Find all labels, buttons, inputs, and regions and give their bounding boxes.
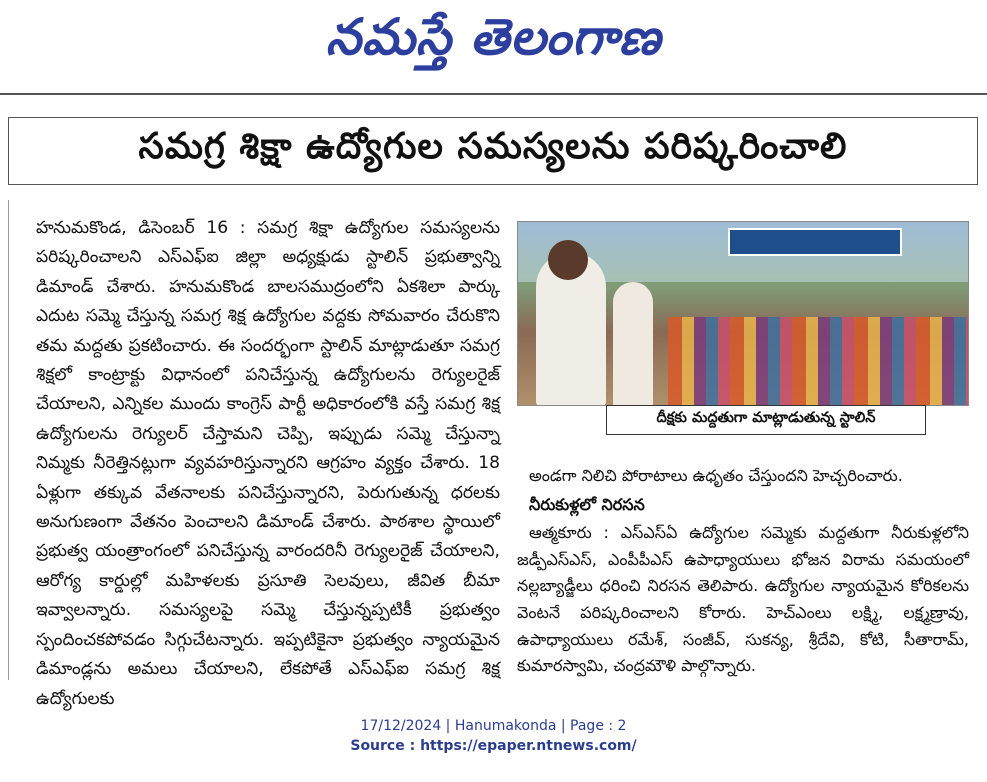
article-continuation: అండగా నిలిచి పోరాటాలు ఉధృతం చేస్తుందని హెచ్చరించారు. <box>529 466 903 485</box>
article-body-left <box>36 214 500 714</box>
photo-banner <box>728 228 902 256</box>
article-subheading: నీరుకుళ్లలో నిరసన <box>529 494 645 514</box>
article-paragraph: ఆత్మకూరు : ఎస్ఎస్ఏ ఉద్యోగుల సమ్మెకు మద్దతుగా నీరుకుళ్లలోని జడ్పీఎస్ఎస్, ఎంపీపీఎస్ ఉపాధ్యాయులు భోజన విరామ సమయంలో నల్లబ్యాడ్జీలు ధరించి నిరసన తెలిపారు. ఉద్యోగుల న్యాయమైన కోరికలను వెంటనే పరిష్కరించాలని కోరారు. హెచ్ఎంలు లక్ష్మి, లక్ష్మణ్రావు, ఉపాధ్యాయులు రమేశ్, సంజీవ్, సుకన్య, శ్రీదేవి, కోటి, సీతారామ్, కుమారస్వామి, చంద్రమౌళి పాల్గొన్నారు. <box>517 523 969 676</box>
photo-person <box>548 240 588 280</box>
photo-caption: దీక్షకు మద్దతుగా మాట్లాడుతున్న స్టాలిన్ <box>606 405 926 435</box>
footer-source-line: Source : https://epaper.ntnews.com/ <box>350 738 637 754</box>
masthead <box>0 0 987 82</box>
column-border <box>8 200 9 680</box>
newspaper-logo: నమస్తే తెలంగాణ <box>325 8 662 66</box>
article-body-right <box>517 463 969 680</box>
masthead-divider <box>0 93 987 95</box>
page-footer <box>0 716 987 756</box>
footer-date-line: 17/12/2024 | Hanumakonda | Page : 2 <box>360 718 627 734</box>
article-headline: సమగ్ర శిక్షా ఉద్యోగుల సమస్యలను పరిష్కరించాలి <box>8 117 978 185</box>
article-paragraph: హనుమకొండ, డిసెంబర్ 16 : సమగ్ర శిక్షా ఉద్యోగుల సమస్యలను పరిష్కరించాలని ఎస్ఎఫ్ఐ జిల్లా అధ్యక్షుడు స్టాలిన్ ప్రభుత్వాన్ని డిమాండ్ చేశారు. హనుమకొండ బాలసముద్రంలోని ఏకశిలా పార్కు ఎదుట సమ్మె చేస్తున్న సమగ్ర శిక్ష ఉద్యోగుల వద్దకు సోమవారం చేరుకొని తమ మద్దతు ప్రకటించారు. ఈ సందర్భంగా స్టాలిన్ మాట్లాడుతూ సమగ్ర శిక్షలో కాంట్రాక్టు విధానంలో పనిచేస్తున్న ఉద్యోగులను రెగ్యులరైజ్ చేయాలని, ఎన్నికల ముందు కాంగ్రెస్ పార్టీ అధికారంలోకి వస్తే సమగ్ర శిక్ష ఉద్యోగులను రెగ్యులర్ చేస్తామని చెప్పి, ఇప్పుడు సమ్మె చేస్తున్నా నిమ్మకు నీరెత్తినట్లుగా వ్యవహరిస్తున్నారని ఆగ్రహం వ్యక్తం చేశారు. 18 ఏళ్లుగా తక్కువ వేతనాలకు పనిచేస్తున్నారని, పెరుగుతున్న ధరలకు అనుగుణంగా వేతనం పెంచాలని డిమాండ్ చేశారు. పాఠశాల స్థాయిలో ప్రభుత్వ యంత్రాంగంలో పనిచేస్తున్న వారందరినీ రెగ్యులరైజ్ చేయాలని, ఆరోగ్య కార్డుల్లో మహిళలకు ప్రసూతి సెలవులు, జీవిత బీమా ఇవ్వాలన్నారు. సమస్యలపై సమ్మె చేస్తున్నప్పటికీ ప్రభుత్వం స్పందించకపోవడం సిగ్గుచేటన్నారు. ఇప్పటికైనా ప్రభుత్వం న్యాయమైన డిమాండ్లను అమలు చేయాలని, లేకపోతే ఎస్ఎఫ్ఐ సమగ్ర శిక్ష ఉద్యోగులకు <box>36 218 500 709</box>
photo-crowd <box>668 317 968 406</box>
photo-person <box>613 282 653 406</box>
article-photo <box>517 221 969 406</box>
